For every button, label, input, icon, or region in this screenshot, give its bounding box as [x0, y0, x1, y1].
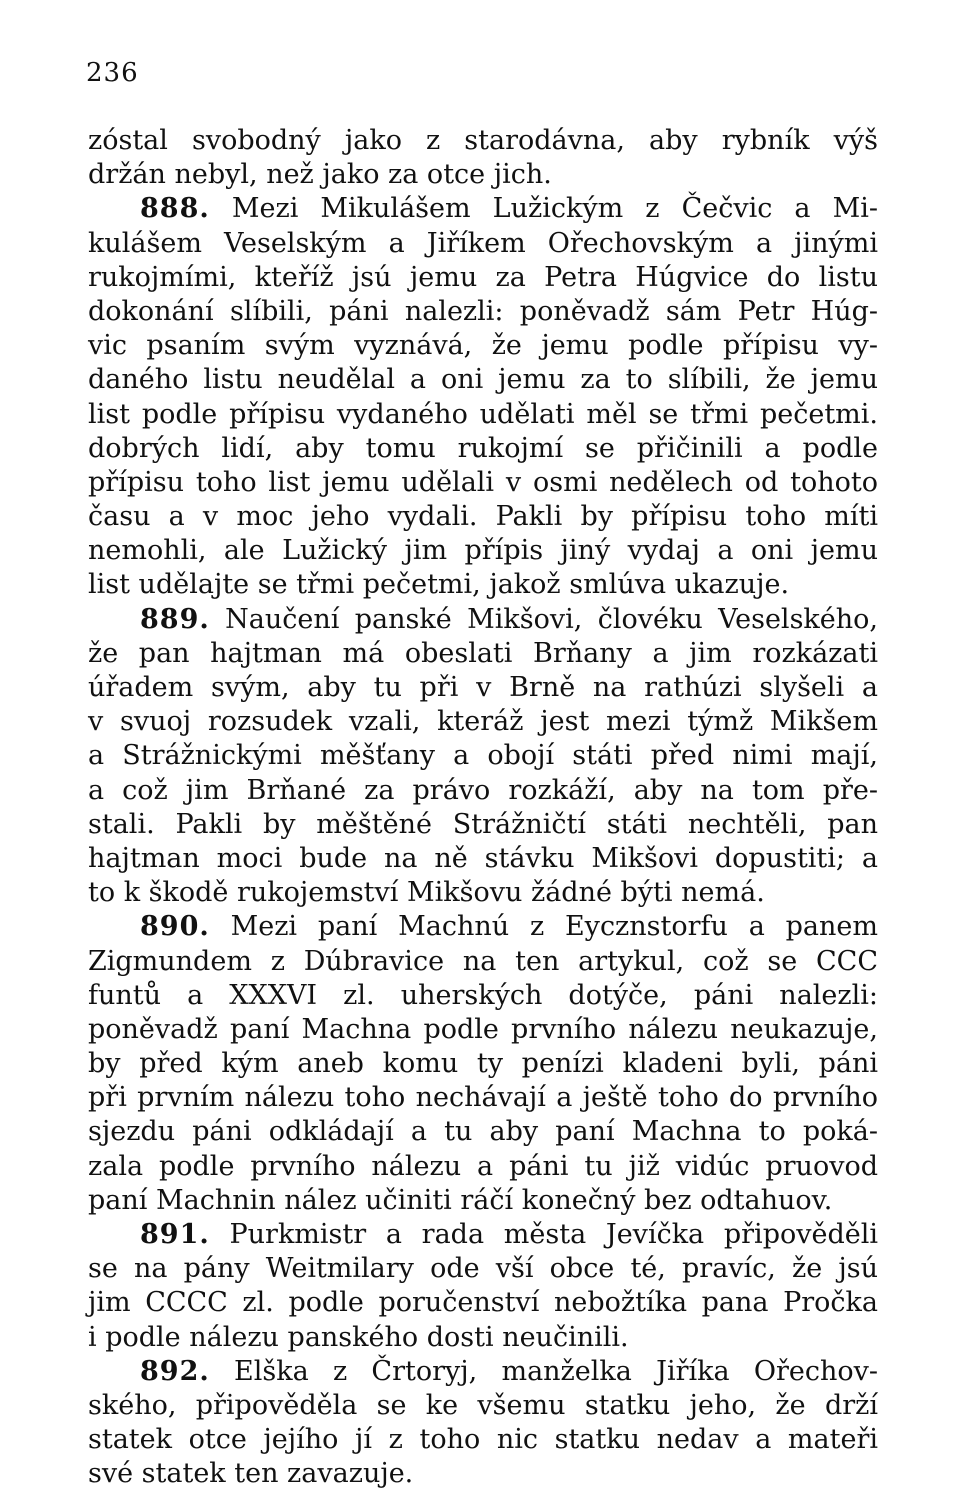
line-text: by před kým aneb komu ty penízi kladeni byli, páni: [88, 1048, 878, 1080]
line-text: a což jim Brňané za právo rozkáží, aby na tom pře-: [88, 774, 878, 806]
text-line: [88, 1013, 878, 1047]
line-text: hajtman moci bude na ně stávku Mikšovi dopustiti; a: [88, 842, 878, 874]
text-line: [88, 876, 878, 910]
text-line: [88, 1321, 878, 1355]
line-text: jim CCCC zl. podle poručenství nebožtíka pana Pročka: [88, 1287, 878, 1319]
text-line: [88, 227, 878, 261]
text-line: [88, 945, 878, 979]
line-text: Purkmistr a rada města Jevíčka připověděli: [209, 1219, 878, 1250]
text-line: [88, 774, 878, 808]
line-text: se na pány Weitmilary ode vší obce té, pravíc, že jsú: [88, 1253, 878, 1285]
line-text: kulášem Veselským a Jiříkem Ořechovským a jinými: [88, 227, 878, 259]
paragraph-number: 889.: [140, 603, 210, 635]
line-text: statek otce jejího jí z toho nic statku nedav a mateři: [88, 1424, 878, 1456]
page-number: 236: [86, 58, 139, 88]
text-line: [88, 739, 878, 773]
text-line: [88, 1218, 878, 1252]
text-line: [88, 398, 878, 432]
paragraph-number: 891.: [140, 1219, 210, 1250]
line-text: své statek ten zavazuje.: [88, 1458, 414, 1490]
line-text: list udělajte se třmi pečetmi, jakož smlúva ukazuje.: [88, 569, 790, 601]
text-line: [88, 671, 878, 705]
line-text: Naučení panské Mikšovi, človéku Veselského,: [209, 603, 878, 635]
text-line: [88, 979, 878, 1013]
body-text: [88, 124, 878, 1492]
text-line: [88, 1423, 878, 1457]
line-text: vic psaním svým vyznává, že jemu podle přípisu vy-: [88, 330, 878, 362]
text-line: [88, 1081, 878, 1115]
text-line: [88, 842, 878, 876]
paragraph-number: 892.: [140, 1355, 210, 1387]
text-line: [88, 534, 878, 568]
line-text: rukojmími, kteříž jsú jemu za Petra Húgvice do listu: [88, 261, 878, 293]
text-line: [88, 295, 878, 329]
text-line: [88, 1252, 878, 1286]
text-line: [88, 910, 878, 944]
text-line: [88, 705, 878, 739]
text-line: [88, 1286, 878, 1320]
text-line: [88, 466, 878, 500]
line-text: času a v moc jeho vydali. Pakli by přípisu toho míti: [88, 501, 878, 533]
text-line: [88, 808, 878, 842]
line-text: funtů a XXXVI zl. uherských dotýče, páni nalezli:: [88, 979, 878, 1011]
text-line: [88, 1150, 878, 1184]
text-line: [88, 124, 878, 158]
line-text: nemohli, ale Lužický jim přípis jiný vydaj a oni jemu: [88, 535, 878, 567]
line-text: Mezi Mikulášem Lužickým z Čečvic a Mi-: [209, 193, 878, 225]
text-line: [88, 1457, 878, 1491]
line-text: Elška z Črtoryj, manželka Jiříka Ořechov-: [209, 1355, 878, 1387]
line-text: sjezdu páni odkládají a tu aby paní Machna to poká-: [88, 1116, 878, 1148]
line-text: dokonání slíbili, páni nalezli: poněvadž sám Petr Húg-: [88, 295, 878, 327]
text-line: [88, 261, 878, 295]
line-text: stali. Pakli by měštěné Strážničtí státi nechtěli, pan: [88, 808, 878, 840]
line-text: to k škodě rukojemství Mikšovu žádné býti nemá.: [88, 877, 765, 909]
text-line: [88, 192, 878, 226]
line-text: při prvním nálezu toho nechávají a ještě toho do prvního: [88, 1082, 878, 1114]
line-text: i podle nálezu panského dosti neučinili.: [88, 1321, 629, 1353]
line-text: paní Machnin nález učiniti ráčí konečný bez odtahuov.: [88, 1184, 833, 1216]
text-line: [88, 1389, 878, 1423]
line-text: poněvadž paní Machna podle prvního nálezu neukazuje,: [88, 1013, 878, 1045]
line-text: že pan hajtman má obeslati Brňany a jim rozkázati: [88, 637, 878, 669]
line-text: zala podle prvního nálezu a páni tu již vidúc pruovod: [88, 1150, 878, 1182]
text-line: [88, 603, 878, 637]
line-text: držán nebyl, než jako za otce jich.: [88, 159, 552, 191]
text-line: [88, 1355, 878, 1389]
text-line: [88, 1184, 878, 1218]
line-text: a Strážnickými měšťany a obojí státi před nimi mají,: [88, 740, 878, 772]
line-text: úřadem svým, aby tu při v Brně na rathúzi slyšeli a: [88, 672, 878, 703]
line-text: Zigmundem z Dúbravice na ten artykul, což se CCC: [88, 945, 878, 977]
line-text: Mezi paní Machnú z Eycznstorfu a panem: [209, 911, 878, 943]
text-line: [88, 158, 878, 192]
line-text: list podle přípisu vydaného udělati měl se třmi pečetmi.: [88, 398, 878, 430]
text-line: [88, 500, 878, 534]
line-text: daného listu neudělal a oni jemu za to slíbili, že jemu: [88, 364, 878, 396]
line-text: dobrých lidí, aby tomu rukojmí se přičinili a podle: [88, 432, 878, 464]
text-line: [88, 432, 878, 466]
line-text: v svuoj rozsudek vzali, kteráž jest mezi týmž Mikšem: [88, 706, 878, 738]
text-line: [88, 363, 878, 397]
line-text: přípisu toho list jemu udělali v osmi nedělech od tohoto: [88, 466, 878, 498]
text-line: [88, 1047, 878, 1081]
paragraph-number: 888.: [140, 193, 210, 225]
paragraph-number: 890.: [140, 911, 210, 943]
line-text: zóstal svobodný jako z starodávna, aby rybník výš: [88, 125, 878, 156]
text-line: [88, 637, 878, 671]
text-line: [88, 1115, 878, 1149]
text-line: [88, 329, 878, 363]
text-line: [88, 568, 878, 602]
line-text: ského, připověděla se ke všemu statku jeho, že drží: [88, 1389, 878, 1421]
